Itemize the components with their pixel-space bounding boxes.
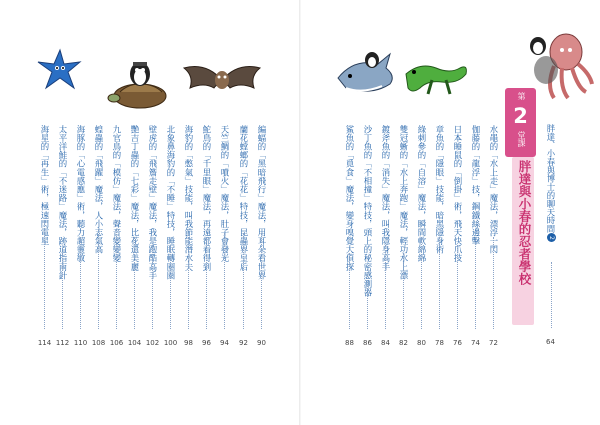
starfish-illustration xyxy=(34,48,86,92)
chapter-number: 2 xyxy=(513,104,528,128)
toc-leader-dots xyxy=(349,253,350,329)
toc-leader-dots xyxy=(457,245,458,329)
chat-entry[interactable] xyxy=(544,124,558,346)
toc-page-number: 98 xyxy=(184,339,193,347)
toc-leader-dots xyxy=(188,237,189,329)
toc-page-number: 108 xyxy=(91,339,106,347)
chat-entry-title xyxy=(544,124,558,242)
toc-page-number: 72 xyxy=(489,339,498,347)
toc-entry[interactable] xyxy=(110,125,123,347)
toc-page-number: 90 xyxy=(257,339,266,347)
toc-leader-dots xyxy=(403,253,404,329)
right-page xyxy=(300,0,600,425)
toc-entry[interactable] xyxy=(255,125,268,347)
toc-leader-dots xyxy=(243,233,244,329)
toc-entry-title: 壁虎的「飛簷走壁」魔法，我是跑酷高手 xyxy=(148,125,158,280)
toc-entry-title: 太平洋鮭的「不迷路」魔法，跡道指南針 xyxy=(58,125,68,280)
toc-leader-dots xyxy=(152,245,153,329)
toc-entry-title: 水黽的「水上走」魔法，漂浮一閃 xyxy=(489,125,499,254)
toc-entry[interactable] xyxy=(415,125,428,347)
chapter-title[interactable]: 胖達與小春的忍者學校 xyxy=(517,160,532,285)
toc-page-number: 92 xyxy=(239,339,248,347)
toc-entry[interactable] xyxy=(433,125,446,347)
toc-leader-dots xyxy=(62,253,63,329)
toc-leader-dots xyxy=(44,221,45,329)
toc-leader-dots xyxy=(493,237,494,329)
toc-entry[interactable] xyxy=(74,125,87,347)
toc-page-number: 94 xyxy=(220,339,229,347)
chat-title-text: 胖達、小春與博士的聊天時間 xyxy=(546,124,556,234)
chapter-badge xyxy=(505,88,536,157)
bat-illustration xyxy=(182,58,262,102)
toc-entry-title: 日本睡鼠的「倒掛」術，飛天快爪技 xyxy=(453,125,463,263)
toc-leader-dots xyxy=(134,237,135,329)
toc-page-number: 78 xyxy=(435,339,444,347)
toc-page-number: 96 xyxy=(202,339,211,347)
penguin-turtle-illustration xyxy=(106,56,172,112)
toc-page-number: 76 xyxy=(453,339,462,347)
toc-page-number: 86 xyxy=(363,339,372,347)
toc-entry-title: 鍍斧魚的「消失」魔法，叫我隱身高手 xyxy=(381,125,391,272)
toc-entry[interactable] xyxy=(200,125,213,347)
toc-page-number: 102 xyxy=(145,339,160,347)
toc-entry-title: 九官鳥的「模仿」魔法，聲音變變變 xyxy=(112,125,122,263)
toc-leader-dots xyxy=(170,245,171,329)
toc-page-number: 104 xyxy=(127,339,142,347)
toc-entry-title: 海星的「再生」術，極速閃電星 xyxy=(40,125,50,246)
toc-entry[interactable] xyxy=(92,125,105,347)
toc-entry[interactable] xyxy=(361,125,374,347)
toc-entry[interactable] xyxy=(379,125,392,347)
toc-entry-title: 天竺鯛的「噴火」魔法，肚子會發光 xyxy=(220,125,230,263)
toc-page-number: 88 xyxy=(345,339,354,347)
lizard-illustration xyxy=(402,54,470,102)
toc-leader-dots xyxy=(98,229,99,329)
toc-entry-title: 章魚的「隱眼」技能，暗黑隱身術 xyxy=(435,125,445,254)
toc-entry-title: 綠刺參的「自溶」魔法，瞬間軟綿綿 xyxy=(417,125,427,263)
toc-entry[interactable] xyxy=(469,125,482,347)
toc-page-number: 112 xyxy=(55,339,70,347)
toc-entry[interactable] xyxy=(451,125,464,347)
toc-entry-title: 編蝠的「黑暗飛行」魔法，用耳朵看世界 xyxy=(257,125,267,280)
toc-entry-title: 海豚的「心電感應」術，聽力超靈敏 xyxy=(76,125,86,263)
toc-leader-dots xyxy=(224,233,225,329)
toc-page-number: 84 xyxy=(381,339,390,347)
toc-leader-dots xyxy=(261,233,262,329)
toc-entry[interactable] xyxy=(182,125,195,347)
toc-entry-title: 蝗蟲的「飛躍」魔法，人小志氣高 xyxy=(94,125,104,254)
toc-leader-dots xyxy=(80,237,81,329)
toc-entry-title: 艷吉丁蟲的「七彩」魔法，比花還美麗 xyxy=(130,125,140,272)
toc-entry-title: 北象鼻海豹的「不睡」特技，睡眠轉圈圈 xyxy=(166,125,176,280)
toc-leader-dots xyxy=(421,237,422,329)
toc-leader-dots xyxy=(206,237,207,329)
toc-entry[interactable] xyxy=(128,125,141,347)
toc-page-number: 100 xyxy=(163,339,178,347)
toc-entry[interactable] xyxy=(218,125,231,347)
toc-leader-dots xyxy=(116,229,117,329)
toc-entry-title: 雙冠蜥的「水上奔跑」魔法，輕功水上漂 xyxy=(399,125,409,280)
toc-entry[interactable] xyxy=(343,125,356,347)
chat-number-badge: 2 xyxy=(547,233,556,242)
toc-page-number: 74 xyxy=(471,339,480,347)
toc-entry-title: 伽藤的「龍浮」技，鋼鐵絲邊擊 xyxy=(471,125,481,246)
toc-page-number: 64 xyxy=(546,338,555,346)
toc-entry[interactable] xyxy=(164,125,177,347)
toc-leader-dots xyxy=(439,237,440,329)
toc-entry[interactable] xyxy=(397,125,410,347)
toc-page-number: 82 xyxy=(399,339,408,347)
toc-page-number: 114 xyxy=(37,339,52,347)
toc-page-number: 106 xyxy=(109,339,124,347)
toc-leader-dots xyxy=(385,245,386,329)
chapter-label-bottom: 堂課 xyxy=(517,131,526,147)
toc-entry-title: 鯊魚的「覓食」魔法，變身嗅覺大偵探 xyxy=(345,125,355,272)
toc-entry-title: 蘭花螳螂的「花花」特技，昆蟲界皇后 xyxy=(239,125,249,272)
toc-entry-title: 鮀鳥的「千里眼」魔法，再遠都看得到 xyxy=(202,125,212,272)
toc-leader-dots xyxy=(551,262,552,328)
toc-entry[interactable] xyxy=(487,125,500,347)
toc-entry[interactable] xyxy=(146,125,159,347)
toc-entry[interactable] xyxy=(38,125,51,347)
toc-page-number: 80 xyxy=(417,339,426,347)
toc-page-number: 110 xyxy=(73,339,88,347)
toc-entry-title: 海豹的「憋氣」技能，叫我節能潛水夫 xyxy=(184,125,194,272)
toc-entry-title: 沙丁魚的「不相撞」特技，頭上的秘密感測器 xyxy=(363,125,373,297)
toc-entry[interactable] xyxy=(56,125,69,347)
shark-illustration xyxy=(332,48,398,104)
toc-leader-dots xyxy=(367,269,368,329)
chapter-label-top: 第 xyxy=(517,92,526,100)
toc-entry[interactable] xyxy=(237,125,250,347)
toc-leader-dots xyxy=(475,237,476,329)
